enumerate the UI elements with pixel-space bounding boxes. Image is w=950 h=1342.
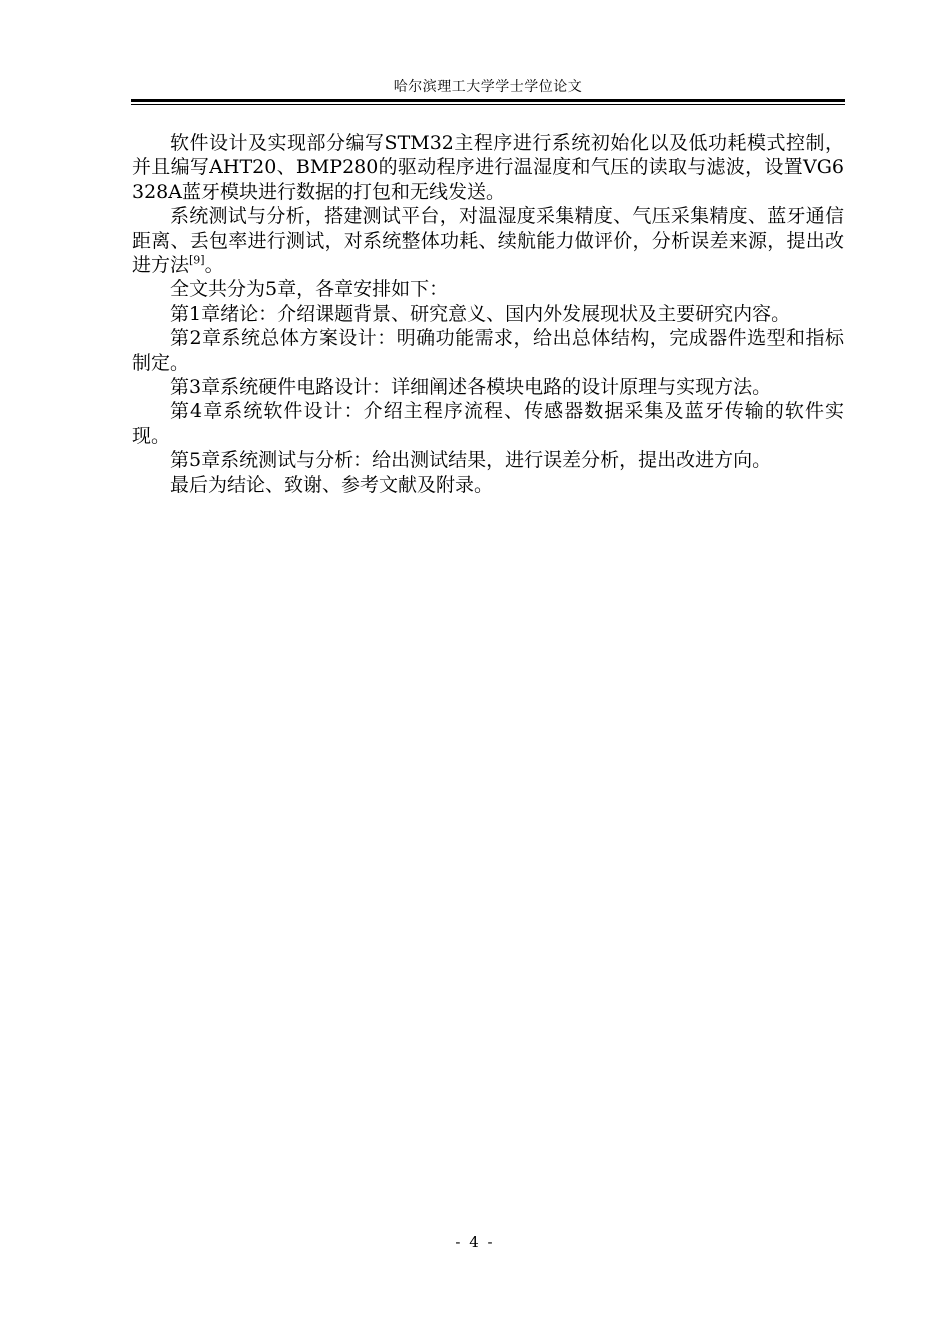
paragraph-tail: 。 <box>204 254 224 277</box>
body-text <box>132 131 844 497</box>
paragraph-closing: 最后为结论、致谢、参考文献及附录。 <box>170 473 494 496</box>
header-rule-thin <box>131 104 845 105</box>
paragraph-system-testing <box>132 204 844 277</box>
paragraph-text: 系统测试与分析，搭建测试平台，对温湿度采集精度、气压采集精度、蓝牙通信距离、丢包率进行测试，对系统整体功耗、续航能力做评价，分析误差来源，提出改进方法 <box>132 205 844 277</box>
paragraph-outline-intro: 全文共分为5章，各章安排如下： <box>170 278 449 301</box>
running-header: 哈尔滨理工大学学士学位论文 <box>393 79 583 95</box>
citation-ref: [9] <box>189 253 205 267</box>
paragraph-chapter-3: 第3章系统硬件电路设计：详细阐述各模块电路的设计原理与实现方法。 <box>170 376 772 399</box>
page-number: - 4 - <box>455 1233 495 1251</box>
header-rule-thick <box>131 99 845 102</box>
paragraph-chapter-2: 第2章系统总体方案设计：明确功能需求，给出总体结构，完成器件选型和指标制定。 <box>132 327 844 374</box>
paragraph-chapter-4: 第4章系统软件设计：介绍主程序流程、传感器数据采集及蓝牙传输的软件实现。 <box>132 400 844 447</box>
paragraph-software-design: 软件设计及实现部分编写STM32主程序进行系统初始化以及低功耗模式控制，并且编写AHT20、BMP280的驱动程序进行温湿度和气压的读取与滤波，设置VG6328A蓝牙模块进行数据的打包和无线发送。 <box>132 132 844 203</box>
paragraph-chapter-1: 第1章绪论：介绍课题背景、研究意义、国内外发展现状及主要研究内容。 <box>170 302 791 325</box>
paragraph-chapter-5: 第5章系统测试与分析：给出测试结果，进行误差分析，提出改进方向。 <box>170 449 772 472</box>
